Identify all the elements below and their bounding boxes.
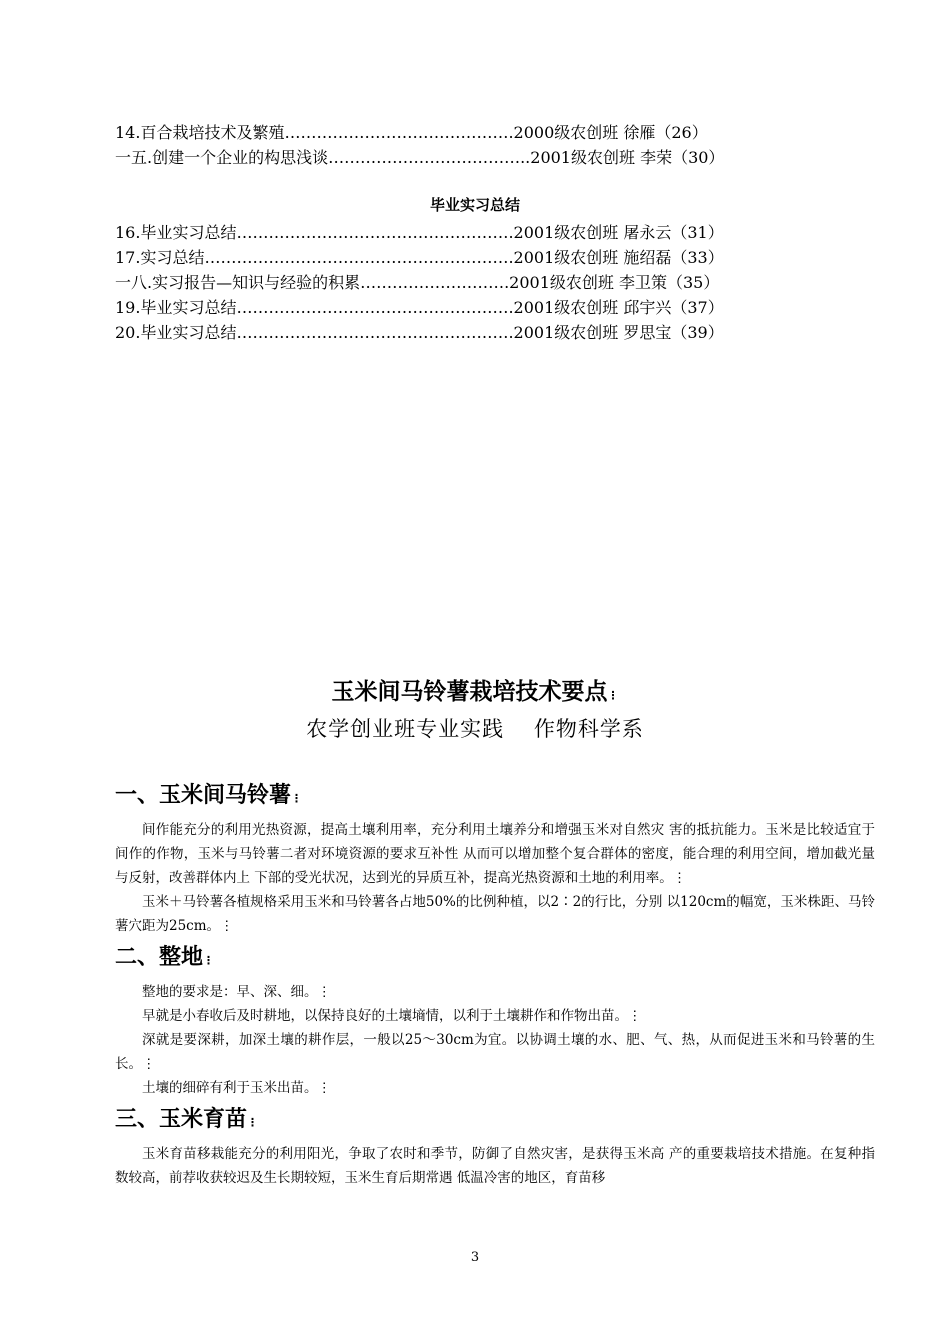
toc-entry: 20.毕业实习总结…………………………………………….2001级农创班 罗思宝（39） [115,323,724,342]
paragraph: 土壤的细碎有利于玉米出苗。⋮ [142,1080,331,1096]
format-mark: ⋮ [607,689,619,702]
paragraph: 玉米＋马铃薯各植规格采用玉米和马铃薯各占地50%的比例种植，以2∶2的行比，分别 以120cm的幅宽，玉米株距、马铃薯穴距为25cm。⋮ [115,894,875,934]
article-body [115,776,875,1190]
table-of-contents [115,120,835,345]
section-heading [115,1100,875,1140]
page-number: 3 [470,1250,480,1265]
paragraph: 深就是要深耕，加深土壤的耕作层，一般以25～30cm为宜。以协调土壤的水、肥、气、热，从而促进玉米和马铃薯的生长。⋮ [115,1032,875,1072]
toc-entry: 一五.创建一个企业的构思浅谈………………………………..2001级农创班 李荣（30） [115,148,725,167]
toc-entry: 14.百合栽培技术及繁殖…………………………………….2000级农创班 徐雁（26） [115,123,708,142]
paragraph: 早就是小春收后及时耕地，以保持良好的土壤墒情，以利于土壤耕作和作物出苗。⋮ [142,1008,642,1024]
section-heading [115,776,875,816]
section-heading-text: 二、整地 [115,945,204,970]
section-heading-text: 三、玉米育苗 [115,1107,248,1132]
format-mark: ⋮ [247,1116,259,1129]
paragraph: 玉米育苗移栽能充分的利用阳光，争取了农时和季节，防御了自然灾害，是获得玉米高 产的重要栽培技术措施。在复种指数较高，前荐收获较迟及生长期较短，玉米生育后期常遇 低温冷害的地区，育苗移 [115,1146,875,1186]
format-mark: ⋮ [203,954,215,967]
paragraph: 整地的要求是：早、深、细。⋮ [142,984,331,1000]
toc-section-heading: 毕业实习总结 [429,196,520,214]
toc-entry: 19.毕业实习总结…………………………………………….2001级农创班 邱宇兴（37） [115,298,724,317]
section-heading-text: 一、玉米间马铃薯 [115,783,292,808]
article-title-text: 玉米间马铃薯栽培技术要点 [331,679,608,705]
section-heading [115,938,875,978]
toc-entry: 一八.实习报告—知识与经验的积累……………………….2001级农创班 李卫策（35） [115,273,720,292]
format-mark: ⋮ [291,792,303,805]
article-subtitle: 农学创业班专业实践 作物科学系 [306,717,644,741]
toc-entry: 16.毕业实习总结…………………………………………….2001级农创班 屠永云（31） [115,223,724,242]
toc-entry: 17.实习总结………………………………………………….2001级农创班 施绍磊（33） [115,248,724,267]
paragraph: 间作能充分的利用光热资源，提高土壤利用率，充分利用土壤养分和增强玉米对自然灾 害的抵抗能力。玉米是比较适宜于间作的作物，玉米与马铃薯二者对环境资源的要求互补性 从而可以增加整个复合群体的密度，能合理的利用空间，增加截光量与反射，改善群体内上 下部的受光状况，达到光的异质互补，提高光热资源和土地的利用率。⋮ [115,822,875,886]
article-title [0,673,950,706]
